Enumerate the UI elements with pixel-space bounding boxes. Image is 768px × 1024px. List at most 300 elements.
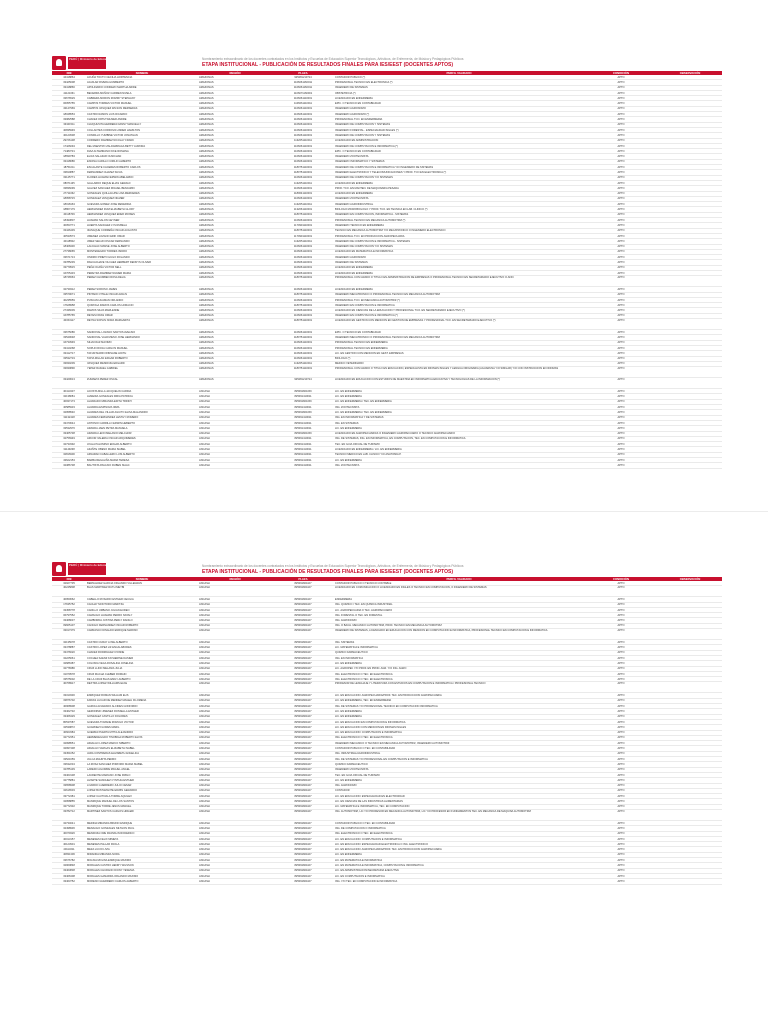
profile-cell: ING. ZOOTECNISTA — [334, 463, 584, 468]
condition-cell: APTO — [584, 458, 658, 463]
plaza-cell: 825091821107 — [272, 831, 334, 836]
condition-cell: APTO — [584, 640, 658, 645]
table-row — [52, 463, 722, 468]
column-header-dni: DNI — [52, 577, 86, 581]
profile-cell: CONTADOR PUBLICO (*) — [334, 75, 584, 80]
plaza-cell: 825091410011 — [272, 447, 334, 452]
plaza-cell: 825091821107 — [272, 873, 334, 878]
name-cell: ANTONIO CARRILLO EDWIN HEBERTO — [86, 420, 198, 425]
profile-cell: ING. EN INFORMATICA — [334, 655, 584, 660]
region-cell: AMAZONAS — [198, 191, 272, 196]
profile-cell: BIOLOGO MICROBIOLOGO Y PROF. TCO. EN TECNICA EN LAB. CLINICO (*) — [334, 207, 584, 212]
plaza-cell: 825091410011 — [272, 405, 334, 410]
region-cell: ANCASH — [198, 762, 272, 767]
profile-cell: LIC. EN EDUCACION: AGROPECUARIA/PROF. TEC. EN PRODUCCION AGROPECUARIA — [334, 847, 584, 852]
dni-cell: 32616503 — [52, 788, 86, 793]
plaza-cell: 1132051110011 — [272, 361, 334, 366]
plaza-cell: 825091821107 — [272, 868, 334, 873]
plaza-cell: 825091821107 — [272, 772, 334, 777]
condition-cell: APTO — [584, 431, 658, 436]
condition-cell: APTO — [584, 335, 658, 340]
plaza-cell: 825091821107 — [272, 677, 334, 682]
condition-cell: APTO — [584, 367, 658, 378]
dni-cell: 27436609 — [52, 308, 86, 313]
name-cell: PEREZ SOROSO JAMES — [86, 287, 198, 292]
condition-cell: APTO — [584, 693, 658, 698]
results-table — [52, 577, 722, 885]
dni-cell: 32772332 — [52, 804, 86, 809]
profile-cell: INGENIERO AGRONOMO — [334, 106, 584, 111]
condition-cell: APTO — [584, 90, 658, 95]
profile-cell: INGENIERO EN COMPUTACION E INFORMATICA (*) — [334, 313, 584, 318]
condition-cell: APTO — [584, 85, 658, 90]
condition-cell: APTO — [584, 394, 658, 399]
dni-cell: 29726138 — [52, 138, 86, 143]
dni-cell: 40585933 — [52, 405, 86, 410]
condition-cell: APTO — [584, 415, 658, 420]
region-cell: ANCASH — [198, 804, 272, 809]
condition-cell: APTO — [584, 447, 658, 452]
document-header-line: Nombramiento extraordinario de los docentes contratados en los Institutos y Escuelas de Educación Superior Tecnológicos, Artísticos, de Enfermería, de Música y Pedagógicos Públicos — [202, 57, 464, 61]
plaza-cell: 825091410011 — [272, 420, 334, 425]
name-cell: PEREZ CHUMBEN ROSA DELIA — [86, 276, 198, 287]
dni-cell: 33310330 — [52, 693, 86, 698]
plaza-cell: 925281210714 — [272, 378, 334, 389]
condition-cell: APTO — [584, 340, 658, 345]
name-cell: AGUILAR RIVERA HUMBERTO — [86, 80, 198, 85]
plaza-cell: 1106061110001 — [272, 308, 334, 313]
region-cell: AMAZONAS — [198, 170, 272, 175]
region-cell: ANCASH — [198, 586, 272, 597]
name-cell: DEXTRA LOPEZ WILLIAMS ELKE — [86, 682, 198, 693]
dni-cell: 33465738 — [52, 431, 86, 436]
name-cell: MORALES CASTRO HENRY WILSSON — [86, 863, 198, 868]
region-cell: ANCASH — [198, 661, 272, 666]
region-cell: AMAZONAS — [198, 101, 272, 106]
region-cell: AMAZONAS — [198, 223, 272, 228]
name-cell: ONDRIO PRIETO HUGO ROLANDO — [86, 255, 198, 260]
plaza-cell: 825091410011 — [272, 426, 334, 431]
dni-cell: 33470644 — [52, 420, 86, 425]
profile-cell: LICENCIADO EN GESTION CON MENCION EN GESTION DE EMPRESAS Y PROFESIONAL TCO. EN SECRETARIADO EJECUTIVO (*) — [334, 319, 584, 330]
region-cell: ANCASH — [198, 794, 272, 799]
condition-cell: APTO — [584, 868, 658, 873]
document-header-line: Nombramiento extraordinario de los docentes contratados en los Institutos y Escuelas de Educación Superior Tecnológicos, Artísticos, de Enfermería, de Música y Pedagógicos Públicos — [202, 564, 464, 568]
name-cell: SANDOVAL VALDIVIESO JOSE HERNANDO — [86, 335, 198, 340]
profile-cell: EPIC. O TECNICO EN CONTABILIDAD — [334, 101, 584, 106]
name-cell: LALICHAC MANSE JOSE ALBERTO — [86, 244, 198, 249]
dni-cell: 33671713 — [52, 255, 86, 260]
dni-cell: 40768917 — [52, 682, 86, 693]
region-cell: ANCASH — [198, 645, 272, 650]
plaza-cell: 825091821107 — [272, 661, 334, 666]
plaza-cell: 825091821107 — [272, 704, 334, 709]
table-row — [52, 276, 722, 287]
region-cell: AMAZONAS — [198, 228, 272, 233]
condition-cell: APTO — [584, 270, 658, 275]
dni-cell: 40533573 — [52, 233, 86, 238]
profile-cell: INGENIERO DE SISTEMAS — [334, 85, 584, 90]
profile-cell: ING. INDUSTRIAL/AGROINDUSTRIAL — [334, 751, 584, 756]
name-cell: CASTRO LOPEZ LIZ ESCALABODES — [86, 645, 198, 650]
region-cell: AMAZONAS — [198, 292, 272, 297]
document-title: ETAPA INSTITUCIONAL - PUBLICACIÓN DE RESULTADOS FINALES PARA IES/EEST (DOCENTES APTOS) — [202, 569, 454, 575]
profile-cell: PROFESIONAL TCO. EN MECANICA AUTOMOTRIZ (*) — [334, 297, 584, 302]
dni-cell: 32225661 — [52, 655, 86, 660]
plaza-cell: 825091821107 — [272, 671, 334, 676]
dni-cell: 33676782 — [52, 858, 86, 863]
profile-cell: INGENIERO MECATRONICO O PROFESIONAL TECNICO EN MECANICA AUTOMOTRIZ — [334, 292, 584, 297]
name-cell: LA ROSA SANCHEZ PORFIRIO MARIA ISABEL — [86, 762, 198, 767]
logo-text: PERÚ | Ministerio de Educación — [68, 57, 106, 69]
dni-cell: 32686387 — [52, 661, 86, 666]
condition-cell: APTO — [584, 730, 658, 735]
name-cell: HUERTA SANCHEZ LYS RUBELA — [86, 223, 198, 228]
profile-cell: LICENCIADO EN AGROPECUARIAS O INGENIERO AGROPECUARIO O TECNICO AGROPECUARIO — [334, 431, 584, 436]
name-cell: GONZALEZ CASTILLO DOLORES — [86, 714, 198, 719]
region-cell: ANCASH — [198, 772, 272, 777]
name-cell: DE LA CRUZ BLAS EMILY ALBERTO — [86, 677, 198, 682]
profile-cell: INGENIERO DE COMPUTACION Y/O SISTEMAS — [334, 175, 584, 180]
logo-text: PERÚ | Ministerio de Educación — [68, 563, 106, 575]
dni-cell: 32539872 — [52, 725, 86, 730]
plaza-cell: 1106061110001 — [272, 313, 334, 318]
dni-cell: 33785239 — [52, 260, 86, 265]
dni-cell: 32739312 — [52, 287, 86, 292]
plaza-cell: 825091821107 — [272, 640, 334, 645]
condition-cell: APTO — [584, 212, 658, 217]
region-cell: AMAZONAS — [198, 297, 272, 302]
profile-cell: ING. ELECTRONICO O TEC. EN ELECTRONICA — [334, 671, 584, 676]
profile-cell: PROFESIONAL CON GRADO O TITULO EN ADMINISTRACION DE EMPRESAS O PROFESIONAL TECNICO EN SECRETARIADO EJECUTIVO O AFIN — [334, 276, 584, 287]
plaza-cell: 1106061110001 — [272, 143, 334, 148]
dni-cell: 18048553 — [52, 112, 86, 117]
profile-cell: INGENIERO ZOOTECNISTA — [334, 767, 584, 772]
plaza-cell: 1132051110011 — [272, 180, 334, 185]
region-cell: AMAZONAS — [198, 233, 272, 238]
dni-cell: 32927735 — [52, 581, 86, 586]
table-row — [52, 629, 722, 640]
profile-cell: INGENIERO ZOOTECNISTA — [334, 154, 584, 159]
profile-cell: INGENIERO AGROINDUSTRIAL — [334, 202, 584, 207]
name-cell: GERONIMO JIMENEZ ROSSELLA ESTHER — [86, 709, 198, 714]
name-cell: PEÑA OCAÑA VICTOR NELL — [86, 265, 198, 270]
plaza-cell: 1180751110001 — [272, 276, 334, 287]
region-cell: ANCASH — [198, 671, 272, 676]
condition-cell: APTO — [584, 191, 658, 196]
condition-cell: APTO — [584, 276, 658, 287]
plaza-cell: 1180751110001 — [272, 170, 334, 175]
condition-cell: APTO — [584, 661, 658, 666]
condition-cell: APTO — [584, 852, 658, 857]
name-cell: AYALA PALOMINO EDGAR ALBERTO — [86, 442, 198, 447]
profile-cell: LIC. AGROPECUARIA O TEC. AGROPECUARIO — [334, 607, 584, 612]
dni-cell: 16733993 — [52, 340, 86, 345]
profile-cell: OBSTETRICIA (*) — [334, 90, 584, 95]
name-cell: ENCINA CARILLO CIRILIO ALBERTO — [86, 159, 198, 164]
profile-cell: ING. DE COMPUTACION O INFORMATICA — [334, 826, 584, 831]
profile-cell: LIC. EN ENFERMERIA — [334, 389, 584, 394]
region-cell: AMAZONAS — [198, 330, 272, 335]
condition-cell: APTO — [584, 223, 658, 228]
dni-cell: 32778386 — [52, 666, 86, 671]
profile-cell: INGENIERO TECNICO EN ENFERMERIA — [334, 223, 584, 228]
region-cell: ANCASH — [198, 682, 272, 693]
name-cell: QUIROGA RAMOS CARLOS HORACIO — [86, 303, 198, 308]
name-cell: APOLINARIO CONDEZO MARTHA ARIDE — [86, 85, 198, 90]
dni-cell: 33463752 — [52, 879, 86, 884]
region-cell: AMAZONAS — [198, 159, 272, 164]
table-body — [52, 75, 722, 468]
plaza-cell: 825091821107 — [272, 714, 334, 719]
condition-cell: APTO — [584, 420, 658, 425]
column-header-region: REGIÓN — [198, 71, 272, 75]
name-cell: REYES FRIAS OMAR — [86, 313, 198, 318]
plaza-cell: 1106061110011 — [272, 101, 334, 106]
dni-cell: 40831306 — [52, 852, 86, 857]
dni-cell: 33463838 — [52, 868, 86, 873]
name-cell: ALVARES FERNANDEZ LESTHY ROMERO — [86, 415, 198, 420]
dni-cell: 31132418 — [52, 415, 86, 420]
condition-cell: APTO — [584, 836, 658, 841]
profile-cell: LIC. MATEMATICA E INFORMATICA — [334, 645, 584, 650]
condition-cell: APTO — [584, 698, 658, 703]
profile-cell: LICENCIADO EN ENFERMERIA / LIC. EN ENFERMERIA — [334, 447, 584, 452]
condition-cell: APTO — [584, 629, 658, 640]
region-cell: ANCASH — [198, 783, 272, 788]
name-cell: ENRIQUEZ ROMAN WILLIAM ELIS — [86, 693, 198, 698]
name-cell: CHAVEZ ORTIZ WILMER ANDRE — [86, 117, 198, 122]
condition-cell: APTO — [584, 757, 658, 762]
column-header-name: NOMBRE — [86, 71, 198, 75]
condition-cell: APTO — [584, 879, 658, 884]
profile-cell: LIC. EN MATEMATICA E INFORMATICA — [334, 858, 584, 863]
profile-cell: LIC. EN COMPUTACION E INFORMATICA — [334, 873, 584, 878]
column-header-region: REGIÓN — [198, 577, 272, 581]
plaza-cell: 1106061160011 — [272, 80, 334, 85]
condition-cell: APTO — [584, 239, 658, 244]
name-cell: GONZALES QUILLALUPE LINA MERCEDES — [86, 191, 198, 196]
observation-cell — [658, 586, 722, 597]
name-cell: CADILLO URBANO JULIAN EUDEO — [86, 607, 198, 612]
profile-cell: INGENIERO DE SISTEMAS — [334, 260, 584, 265]
profile-cell: INGENIERO DE SISTEMAS, LICENCIADO EN EDUCACION CON MENCION EN COMPUTACION E INFORMATICA, PROFESIONAL TECNICO EN COMPUTACION E INFORMATICA — [334, 629, 584, 640]
profile-cell: INGENIERO EN COMPUTACION E INFORMATICA — [334, 303, 584, 308]
plaza-cell: 1106061110001 — [272, 340, 334, 345]
condition-cell: APTO — [584, 778, 658, 783]
condition-cell: APTO — [584, 228, 658, 233]
region-cell: ANCASH — [198, 868, 272, 873]
name-cell: CRUZ MACHA CLEBER ROMAIN — [86, 671, 198, 676]
plaza-cell: 1180751110001 — [272, 228, 334, 233]
table-row — [52, 809, 722, 820]
plaza-cell: 1170901110001 — [272, 233, 334, 238]
plaza-cell: 1106061110001 — [272, 356, 334, 361]
dni-cell: 33779515 — [52, 265, 86, 270]
plaza-cell: 1106061110001 — [272, 218, 334, 223]
condition-cell: APTO — [584, 180, 658, 185]
region-cell: ANCASH — [198, 799, 272, 804]
condition-cell: APTO — [584, 361, 658, 366]
name-cell: MENDOZA ORE FRANKLIN RODERICO — [86, 831, 198, 836]
profile-cell: LIC. EN EDUCACION: AGROPECUARIA/PROF. TEC. EN PRODUCCION AGROPECUARIA — [334, 693, 584, 698]
region-cell: AMAZONAS — [198, 196, 272, 201]
region-cell: ANCASH — [198, 730, 272, 735]
dni-cell: 09665107 — [52, 623, 86, 628]
dni-cell: 40968908 — [52, 704, 86, 709]
column-header-condition: CONDICIÓN — [584, 577, 658, 581]
profile-cell: INGENIERO DE COMPUTACION E INFORMATICA Y/O INGENIERO DE SISTEMAS — [334, 165, 584, 170]
profile-cell: LIC. AGROPEC Y/O PROF. EN PROD. AGR. Y/O ING. AGRO — [334, 666, 584, 671]
dni-cell: 32958855 — [52, 799, 86, 804]
name-cell: MORENO GUERRERO CARLOS ALBERTO — [86, 879, 198, 884]
plaza-cell: 825091821107 — [272, 879, 334, 884]
plaza-cell: 825091821107 — [272, 597, 334, 602]
plaza-cell: 1106061110001 — [272, 133, 334, 138]
plaza-cell: 1106061110001 — [272, 159, 334, 164]
name-cell: ARANDA JAEN PETRA MANUELA — [86, 426, 198, 431]
condition-cell: APTO — [584, 436, 658, 441]
plaza-cell: 825091410011 — [272, 452, 334, 457]
region-cell: AMAZONAS — [198, 313, 272, 318]
column-header-dni: DNI — [52, 71, 86, 75]
plaza-cell: 825091821107 — [272, 863, 334, 868]
name-cell: CAMBORDA JUSTINA PERLY DANILO — [86, 618, 198, 623]
name-cell: GUEVARA GOMEZ JOSE RENERIDA — [86, 202, 198, 207]
condition-cell: APTO — [584, 313, 658, 318]
profile-cell: CONTADOR — [334, 788, 584, 793]
profile-cell: ING. ELECTRONICO O TEC. EN ELECTRONICA — [334, 677, 584, 682]
name-cell: TAFUR MARIN WINSANE LIDITH — [86, 351, 198, 356]
condition-cell: APTO — [584, 202, 658, 207]
name-cell: CHUQUIZUTA HERRERA DANNY MANUELLY — [86, 122, 198, 127]
plaza-cell: 825091821107 — [272, 623, 334, 628]
profile-cell: LIC. EN ENFERMERIA, TEC. EN ENFERMERIA — [334, 698, 584, 703]
region-cell: AMAZONAS — [198, 335, 272, 340]
plaza-cell: 825091821107 — [272, 794, 334, 799]
profile-cell: ING. DE SISTEMAS Y/O PROFESIONAL EN COMPUTACION E INFORMATICA — [334, 757, 584, 762]
name-cell: CABRERA MORON ROMMY STEPHANY — [86, 96, 198, 101]
profile-cell: BIOLOGO (*) — [334, 356, 584, 361]
dni-cell: 41121061 — [52, 90, 86, 95]
dni-cell: 33658908 — [52, 783, 86, 788]
region-cell: AMAZONAS — [198, 96, 272, 101]
condition-cell: APTO — [584, 117, 658, 122]
dni-cell: 32498936 — [52, 826, 86, 831]
plaza-cell: 1170901110001 — [272, 223, 334, 228]
dni-cell: 71483731 — [52, 149, 86, 154]
name-cell: FARIAS LUCAR DE MENDEZ MAGELI FILOMENA — [86, 698, 198, 703]
dni-cell: 33930890 — [52, 367, 86, 378]
condition-cell: APTO — [584, 122, 658, 127]
condition-cell: APTO — [584, 704, 658, 709]
profile-cell: LIC. EN EDUCACION: ESPECIALIDAD EN ELECTRICIDAD — [334, 794, 584, 799]
condition-cell: APTO — [584, 714, 658, 719]
region-cell: ANCASH — [198, 655, 272, 660]
condition-cell: APTO — [584, 677, 658, 682]
plaza-cell: 825091821159 — [272, 410, 334, 415]
name-cell: MIRANDA MIRANDA NORA — [86, 852, 198, 857]
dni-cell: 18751011 — [52, 165, 86, 170]
region-cell: ANCASH — [198, 463, 272, 468]
region-cell: ANCASH — [198, 751, 272, 756]
condition-cell: APTO — [584, 133, 658, 138]
region-cell: ANCASH — [198, 629, 272, 640]
region-cell: ANCASH — [198, 431, 272, 436]
plaza-cell: 825091821107 — [272, 751, 334, 756]
plaza-cell: 825091821107 — [272, 783, 334, 788]
profile-cell: INGENIERO ZOOTECNISTA — [334, 196, 584, 201]
plaza-cell: 1106061110001 — [272, 122, 334, 127]
condition-cell: APTO — [584, 196, 658, 201]
region-cell: AMAZONAS — [198, 351, 272, 356]
column-header-name: NOMBRE — [86, 577, 198, 581]
dni-cell: 33782712 — [52, 809, 86, 820]
name-cell: REYNA SOPLIN NORA MARGARITA — [86, 319, 198, 330]
dni-cell: 33418866 — [52, 85, 86, 90]
name-cell: ACOSTA MILLA JACQUELIN CARIDA — [86, 389, 198, 394]
region-cell: AMAZONAS — [198, 308, 272, 313]
name-cell: CAMPOS TORRES VICTOR MANUEL — [86, 101, 198, 106]
table-row — [52, 682, 722, 693]
condition-cell: APTO — [584, 597, 658, 602]
plaza-cell: 825091821107 — [272, 836, 334, 841]
dni-cell: 32734641 — [52, 820, 86, 825]
dni-cell: 33446439 — [52, 228, 86, 233]
region-cell: ANCASH — [198, 704, 272, 709]
plaza-cell: 825091821107 — [272, 586, 334, 597]
dni-cell: 40937173 — [52, 399, 86, 404]
region-cell: ANCASH — [198, 746, 272, 751]
dni-cell: 43622153 — [52, 458, 86, 463]
profile-cell: LIC. EN EDUCACION EN COMPUTACION E INFORMATICA — [334, 719, 584, 724]
region-cell: ANCASH — [198, 613, 272, 618]
plaza-cell: 825091821107 — [272, 693, 334, 698]
region-cell: ANCASH — [198, 677, 272, 682]
profile-cell: INGENIERO AGRONOMO — [334, 255, 584, 260]
region-cell: ANCASH — [198, 820, 272, 825]
name-cell: ZUMAETA PEREZ OSCAL — [86, 378, 198, 389]
dni-cell: 33418686 — [52, 159, 86, 164]
table-row — [52, 367, 722, 378]
plaza-cell: 825091821107 — [272, 804, 334, 809]
name-cell: ACUÑA TOCTO CECILIA HORTENCIA — [86, 75, 198, 80]
region-cell: ANCASH — [198, 741, 272, 746]
region-cell: AMAZONAS — [198, 244, 272, 249]
name-cell: IZANAQUE CORREÑA OSCAR AUGUSTO — [86, 228, 198, 233]
dni-cell: 33632234 — [52, 762, 86, 767]
dni-cell: 33429613 — [52, 378, 86, 389]
plaza-cell: 825091410011 — [272, 442, 334, 447]
name-cell: MARTINEZ SANTOS CARLOS HIRLERI — [86, 809, 198, 820]
name-cell: BERNALDEZ GARCIA ORLANDO VILLEGRAN — [86, 581, 198, 586]
dni-cell: 33575602 — [52, 677, 86, 682]
name-cell: JARA CONTRERAS ELIZABETH ANGELICA — [86, 751, 198, 756]
name-cell: GUARNEZ FLORES MARIL — [86, 725, 198, 730]
dni-cell: 32386738 — [52, 463, 86, 468]
condition-cell: APTO — [584, 165, 658, 170]
profile-cell: LIC. EN EDUCACION: COMPUTACION E INFORMATICA — [334, 730, 584, 735]
region-cell: ANCASH — [198, 607, 272, 612]
condition-cell: APTO — [584, 602, 658, 607]
region-cell: AMAZONAS — [198, 80, 272, 85]
plaza-cell: 825091821107 — [272, 820, 334, 825]
profile-cell: INGENIERO ELECTRONICO Y TELECOMUNICACIONES Y PROF. TCO EN ELECTRONICA (*) — [334, 170, 584, 175]
name-cell: ALVARDA ESPINOZA IRMA — [86, 405, 198, 410]
profile-cell: TECNICO EN MECANICA AUTOMOTRIZ Y/O MECATRONICO O INGENIERO ELECTRONICO — [334, 228, 584, 233]
name-cell: MORALES GAMARRA ORLANDO MAXIMO — [86, 873, 198, 878]
name-cell: HUAMAN SALON GEYNER — [86, 218, 198, 223]
